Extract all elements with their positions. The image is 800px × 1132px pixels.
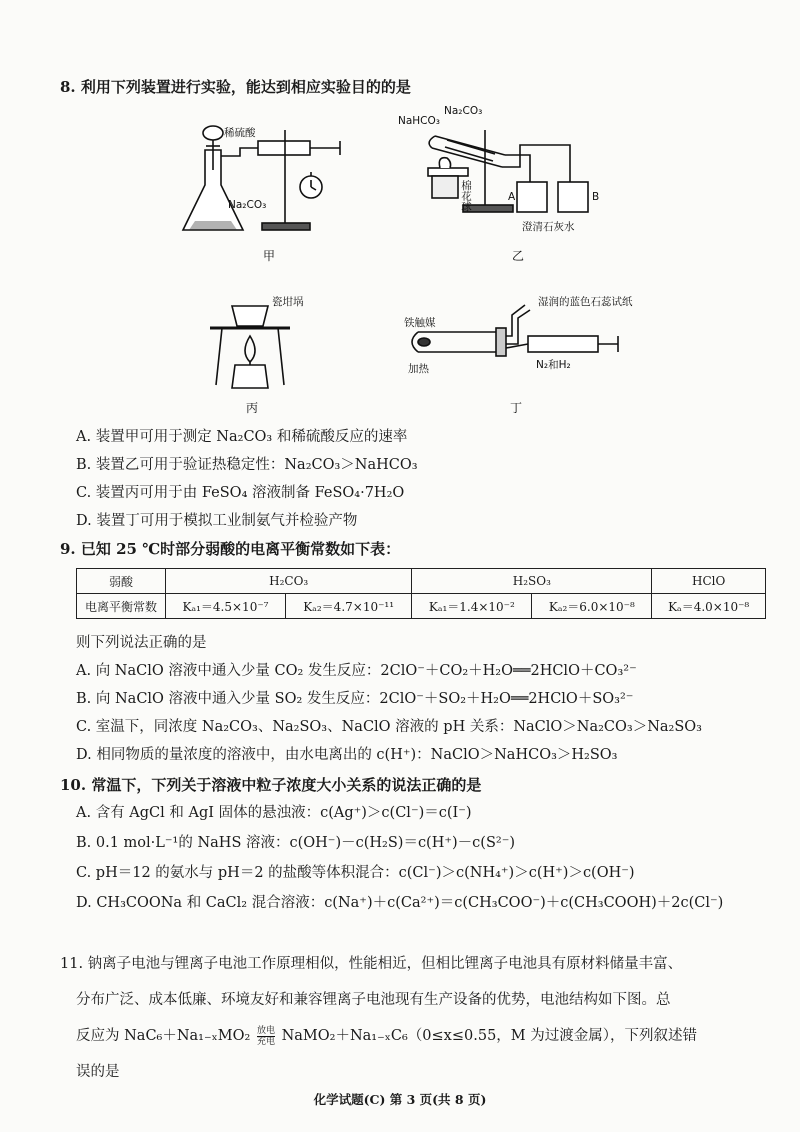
arrow-label-charge: 充电 [256, 1036, 275, 1047]
q11-line-4: 误的是 [76, 1064, 120, 1080]
table-header-h2co3: H₂CO₃ [166, 569, 412, 594]
label-cotton-ball: 棉花球 [460, 180, 472, 212]
table-row-label: 电离平衡常数 [77, 594, 166, 619]
caption-bing: 丙 [246, 401, 259, 415]
apparatus-figure [0, 100, 800, 420]
q8-option-b: B. 装置乙可用于验证热稳定性：Na₂CO₃＞NaHCO₃ [76, 457, 418, 473]
table-row [77, 594, 766, 619]
q11-reaction-right: NaMO₂＋Na₁₋ₓC₆（0≤x≤0.55，M 为过渡金属），下列叙述错 [281, 1028, 698, 1044]
label-litmus: 湿润的蓝色石蕊试纸 [538, 296, 633, 308]
apparatus-bing [210, 306, 290, 388]
arrow-label-discharge: 放电 [256, 1025, 275, 1036]
page-footer: 化学试题(C) 第 3 页(共 8 页) [313, 1092, 487, 1107]
q11-line-1: 11. 钠离子电池与锂离子电池工作原理相似，性能相近，但相比锂离子电池具有原材料储量丰富、 [60, 956, 683, 972]
cell-h2co3-ka1: Kₐ₁＝4.5×10⁻⁷ [166, 594, 286, 619]
apparatus-ding [412, 305, 618, 356]
label-heat: 加热 [408, 363, 429, 375]
q9-lead: 则下列说法正确的是 [76, 635, 207, 651]
cell-h2so3-ka1: Kₐ₁＝1.4×10⁻² [412, 594, 532, 619]
cell-h2so3-ka2: Kₐ₂＝6.0×10⁻⁸ [532, 594, 652, 619]
question-10-stem: 10. 常温下，下列关于溶液中粒子浓度大小关系的说法正确的是 [60, 776, 482, 794]
table-header-hclo: HClO [652, 569, 766, 594]
q8-option-d: D. 装置丁可用于模拟工业制氨气并检验产物 [76, 513, 358, 529]
cell-hclo-ka: Kₐ＝4.0×10⁻⁸ [652, 594, 766, 619]
q10-option-b: B. 0.1 mol·L⁻¹的 NaHS 溶液：c(OH⁻)－c(H₂S)＝c(H⁺)－c(S²⁻) [76, 835, 516, 851]
label-limewater: 澄清石灰水 [522, 221, 575, 233]
q10-option-a: A. 含有 AgCl 和 AgI 固体的悬浊液：c(Ag⁺)＞c(Cl⁻)＝c(I⁻) [76, 805, 472, 821]
q8-option-c: C. 装置丙可用于由 FeSO₄ 溶液制备 FeSO₄·7H₂O [76, 485, 405, 501]
q10-option-c: C. pH＝12 的氨水与 pH＝2 的盐酸等体积混合：c(Cl⁻)＞c(NH₄⁺)＞c(H⁺)＞c(OH⁻) [76, 865, 635, 881]
table-header-h2so3: H₂SO₃ [412, 569, 652, 594]
table-header-weak-acid: 弱酸 [77, 569, 166, 594]
cell-h2co3-ka2: Kₐ₂＝4.7×10⁻¹¹ [286, 594, 412, 619]
q9-option-b: B. 向 NaClO 溶液中通入少量 SO₂ 发生反应：2ClO⁻＋SO₂＋H₂O══2HClO＋SO₃²⁻ [76, 691, 634, 707]
caption-yi: 乙 [512, 249, 525, 263]
label-nahco3: NaHCO₃ [398, 115, 440, 127]
question-9-stem: 9. 已知 25 ℃时部分弱酸的电离平衡常数如下表： [60, 540, 401, 558]
question-8-stem: 8. 利用下列装置进行实验，能达到相应实验目的的是 [60, 78, 411, 96]
label-n2h2: N₂和H₂ [536, 359, 571, 371]
caption-ding: 丁 [510, 401, 523, 415]
q11-line-3 [76, 1018, 766, 1054]
table-header-row [77, 569, 766, 594]
label-beaker-a: A [508, 191, 516, 203]
q8-option-a: A. 装置甲可用于测定 Na₂CO₃ 和稀硫酸反应的速率 [76, 429, 408, 445]
q9-option-a: A. 向 NaClO 溶液中通入少量 CO₂ 发生反应：2ClO⁻＋CO₂＋H₂O══2HClO＋CO₃²⁻ [76, 663, 637, 679]
label-na2co3-jia: Na₂CO₃ [228, 199, 267, 211]
ionization-constants-table [76, 568, 766, 619]
q11-line-2: 分布广泛、成本低廉、环境友好和兼容锂离子电池现有生产设备的优势，电池结构如下图。总 [76, 992, 671, 1008]
reversible-arrow [257, 1026, 275, 1047]
caption-jia: 甲 [263, 249, 276, 263]
q9-option-d: D. 相同物质的量浓度的溶液中，由水电离出的 c(H⁺)：NaClO＞NaHCO₃＞H₂SO₃ [76, 747, 618, 763]
q11-reaction-left: 反应为 NaC₆＋Na₁₋ₓMO₂ [76, 1028, 251, 1044]
label-dilute-h2so4: 稀硫酸 [224, 127, 256, 139]
label-crucible: 瓷坩埚 [272, 296, 304, 308]
apparatus-jia [183, 126, 340, 230]
label-iron-catalyst: 铁触媒 [404, 317, 436, 329]
label-na2co3-yi: Na₂CO₃ [444, 105, 483, 117]
q10-option-d: D. CH₃COONa 和 CaCl₂ 混合溶液：c(Na⁺)＋c(Ca²⁺)＝c(CH₃COO⁻)＋c(CH₃COOH)＋2c(Cl⁻) [76, 895, 724, 911]
q9-option-c: C. 室温下，同浓度 Na₂CO₃、Na₂SO₃、NaClO 溶液的 pH 关系：NaClO＞Na₂CO₃＞Na₂SO₃ [76, 719, 702, 735]
label-beaker-b: B [592, 191, 600, 203]
